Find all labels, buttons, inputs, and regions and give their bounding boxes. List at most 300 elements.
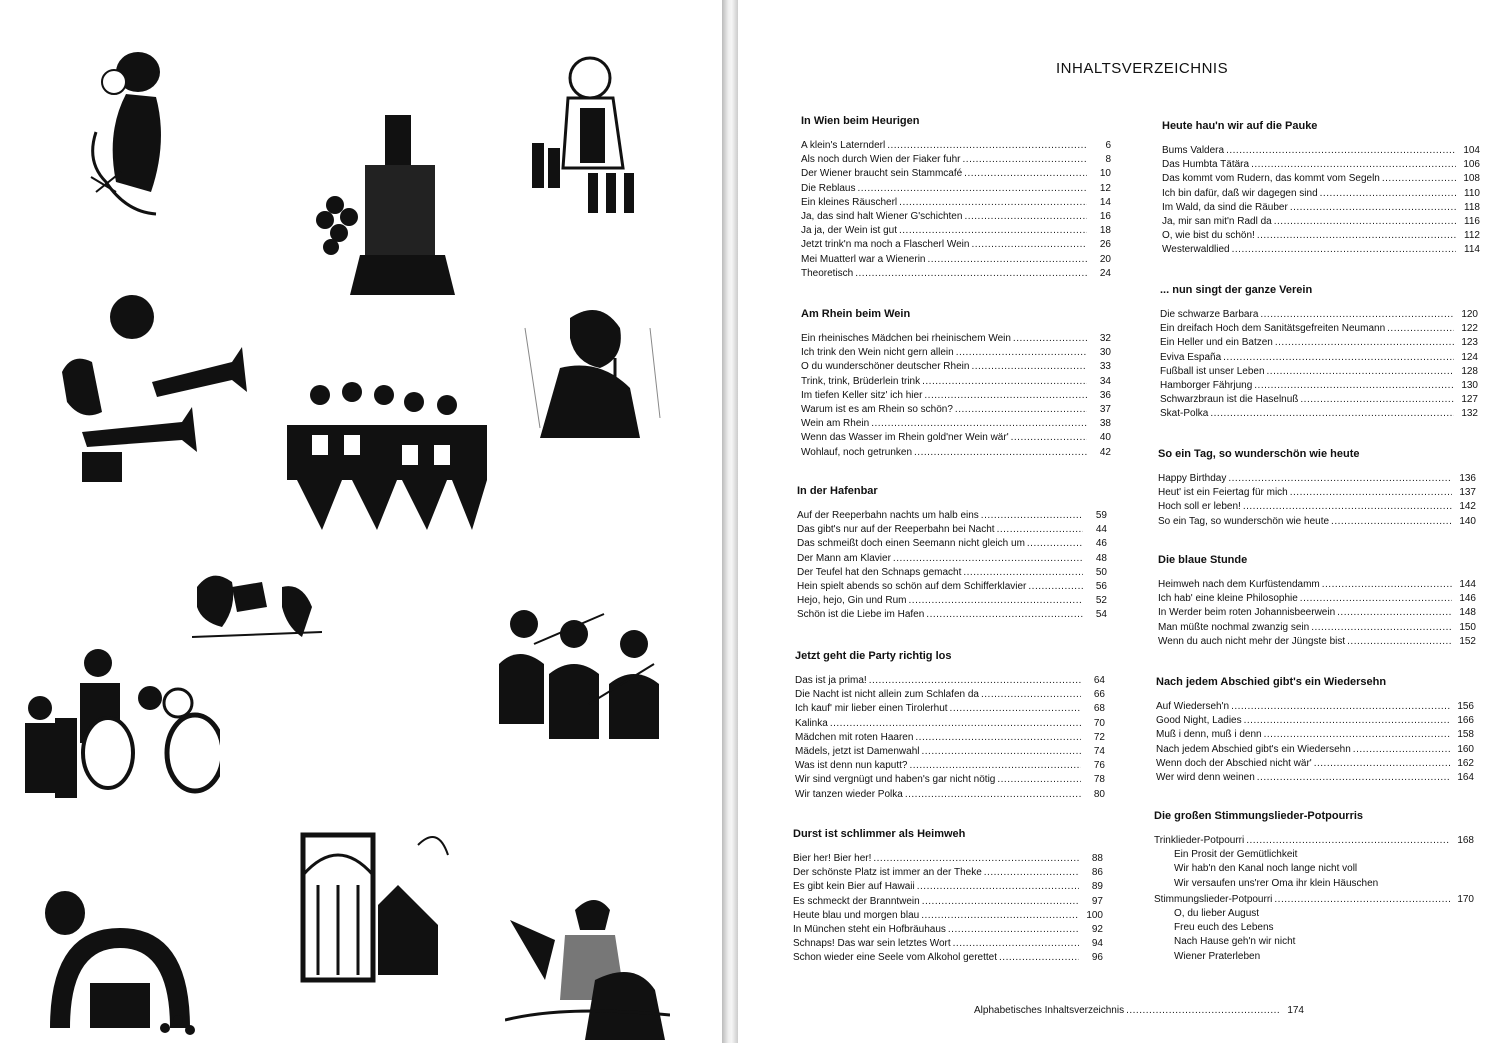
leader-dots — [909, 594, 1083, 608]
entry-title: Der Teufel hat den Schnaps gemacht — [797, 566, 962, 578]
entry-page-number: 110 — [1464, 187, 1480, 199]
leader-dots — [1254, 379, 1454, 393]
entry-title: Ja, mir san mit'n Radl da — [1162, 216, 1272, 228]
section-heading: Heute hau'n wir auf die Pauke — [1162, 120, 1318, 132]
leader-dots — [1290, 486, 1452, 500]
entry-title: Hoch soll er leben! — [1158, 501, 1241, 513]
entry-page-number: 160 — [1457, 743, 1474, 755]
entry-title: Warum ist es am Rhein so schön? — [801, 404, 953, 416]
footer-page: 174 — [1287, 1005, 1304, 1016]
toc-entry — [1158, 592, 1476, 606]
entry-title: Der Wiener braucht sein Stammcafé — [801, 168, 963, 180]
entry-page-number: 92 — [1091, 924, 1103, 936]
entry-title: A klein's Laternderl — [801, 140, 886, 151]
choir-singers-illustration — [282, 380, 497, 540]
leader-dots — [893, 552, 1083, 566]
toc-entry — [1162, 229, 1480, 243]
entry-title: Hein spielt abends so schön auf dem Schifferklavier — [797, 581, 1027, 593]
toc-entry — [801, 389, 1111, 403]
toc-entry — [795, 731, 1105, 745]
entry-page-number: 8 — [1105, 154, 1111, 166]
toc-entry — [1156, 700, 1474, 714]
entry-page-number: 88 — [1091, 853, 1103, 864]
toc-entry — [801, 253, 1111, 267]
entry-page-number: 100 — [1086, 909, 1103, 921]
toc-section — [801, 308, 1111, 460]
toc-entry — [1156, 771, 1474, 785]
entry-title: O, wie bist du schön! — [1162, 230, 1255, 242]
entry-title: Ein kleines Räuscherl — [801, 196, 898, 208]
leader-dots — [855, 267, 1087, 281]
entry-page-number: 64 — [1093, 675, 1105, 686]
leader-dots — [971, 360, 1087, 374]
toc-entry — [1158, 621, 1476, 635]
toc-section — [795, 650, 1105, 802]
leader-dots — [956, 346, 1087, 360]
entry-title: Heut' ist ein Feiertag für mich — [1158, 487, 1288, 499]
sailors-boat-illustration — [505, 890, 670, 1040]
entry-page-number: 164 — [1457, 772, 1474, 784]
entry-page-number: 123 — [1461, 337, 1478, 349]
section-heading: Nach jedem Abschied gibt's ein Wiedersehn — [1156, 676, 1387, 688]
entry-title: Bier her! Bier her! — [793, 853, 872, 864]
toc-entry — [801, 403, 1111, 417]
entry-title: Wir sind vergnügt und haben's gar nicht nötig — [795, 774, 996, 786]
entry-title: Ja, das sind halt Wiener G'schichten — [801, 211, 963, 223]
entry-title: Als noch durch Wien der Fiaker fuhr — [801, 154, 961, 166]
entry-title: Muß i denn, muß i denn — [1156, 729, 1262, 741]
left-page-illustrations — [0, 0, 722, 1043]
entry-page-number: 112 — [1464, 230, 1480, 242]
toc-entry — [1156, 757, 1474, 771]
entry-title: Fußball ist unser Leben — [1160, 365, 1265, 377]
leader-dots — [963, 566, 1083, 580]
leader-dots — [1264, 728, 1450, 742]
entry-title: Heute blau und morgen blau — [793, 909, 920, 921]
toc-entry — [1160, 393, 1478, 407]
entry-page-number: 30 — [1099, 347, 1111, 359]
entry-page-number: 16 — [1099, 211, 1111, 223]
leader-dots — [1013, 332, 1087, 346]
toc-entry — [1160, 379, 1478, 393]
leader-dots — [984, 866, 1079, 880]
entry-title: Das Humbta Tätära — [1162, 159, 1250, 171]
entry-page-number: 146 — [1459, 593, 1476, 605]
entry-page-number: 78 — [1093, 774, 1105, 786]
leader-dots — [1257, 771, 1450, 785]
entry-page-number: 127 — [1461, 394, 1478, 406]
entry-page-number: 24 — [1099, 267, 1111, 279]
toc-entry — [1158, 635, 1476, 649]
entry-page-number: 54 — [1095, 609, 1107, 621]
toc-entry — [1160, 322, 1478, 336]
toc-entry — [797, 580, 1107, 594]
toc-entry — [1158, 578, 1476, 592]
entry-title: Hamborger Fährjung — [1160, 380, 1253, 392]
toc-entry — [793, 923, 1103, 937]
leader-dots — [997, 773, 1081, 787]
section-heading: In der Hafenbar — [797, 485, 878, 497]
leader-dots — [922, 745, 1082, 759]
entry-title: Die schwarze Barbara — [1160, 309, 1259, 320]
toc-entry — [1160, 336, 1478, 350]
marching-band-illustration — [10, 638, 220, 813]
leader-dots — [1027, 537, 1083, 551]
entry-title: Hejo, hejo, Gin und Rum — [797, 595, 907, 607]
leader-dots — [1011, 431, 1087, 445]
entry-page-number: 42 — [1099, 446, 1111, 458]
entry-page-number: 56 — [1095, 581, 1107, 593]
entry-page-number: 14 — [1099, 196, 1111, 208]
leader-dots — [926, 608, 1083, 622]
leader-dots — [1231, 700, 1450, 714]
entry-title: Im tiefen Keller sitz' ich hier — [801, 389, 923, 401]
toc-entry — [801, 167, 1111, 181]
entry-page-number: 44 — [1095, 524, 1107, 536]
toc-entry — [1158, 515, 1476, 529]
toc-entry — [1158, 500, 1476, 514]
toc-entry — [801, 224, 1111, 238]
toc-entry — [797, 566, 1107, 580]
leader-dots — [915, 731, 1081, 745]
toc-entry — [801, 238, 1111, 252]
entry-title: Stimmungslieder-Potpourri — [1154, 893, 1273, 905]
toc-section — [1160, 284, 1478, 422]
toc-section-potpourri — [1154, 810, 1474, 964]
toc-entry — [793, 866, 1103, 880]
leader-dots — [1347, 635, 1452, 649]
section-heading: Durst ist schlimmer als Heimweh — [793, 828, 966, 840]
entry-title: Wenn das Wasser im Rhein gold'ner Wein wär' — [801, 432, 1009, 444]
leader-dots — [1232, 243, 1456, 257]
leader-dots — [1331, 515, 1452, 529]
entry-title: Happy Birthday — [1158, 473, 1227, 484]
leader-dots — [927, 253, 1087, 267]
entry-title: Man müßte nochmal zwanzig sein — [1158, 621, 1310, 633]
book-gutter — [722, 0, 738, 1043]
castle-grapes-illustration — [305, 105, 455, 300]
leader-dots — [857, 182, 1087, 196]
entry-page-number: 10 — [1099, 168, 1111, 180]
leader-dots — [1244, 714, 1450, 728]
entry-page-number: 74 — [1093, 746, 1105, 758]
leader-dots — [948, 923, 1079, 937]
leader-dots — [1267, 365, 1454, 379]
leader-dots — [1387, 322, 1454, 336]
toc-entry — [795, 773, 1105, 787]
entry-title: Mädchen mit roten Haaren — [795, 731, 914, 743]
entry-page-number: 144 — [1459, 579, 1476, 590]
entry-title: Ein rheinisches Mädchen bei rheinischem Wein — [801, 333, 1011, 344]
entry-page-number: 130 — [1461, 380, 1478, 392]
entry-page-number: 166 — [1457, 715, 1474, 727]
entry-page-number: 158 — [1457, 729, 1474, 741]
leader-dots — [899, 224, 1087, 238]
entry-title: Auf Wiederseh'n — [1156, 701, 1230, 712]
entry-title: Wohlauf, noch getrunken — [801, 446, 913, 458]
leader-dots — [871, 417, 1087, 431]
leader-dots — [873, 852, 1079, 866]
entry-page-number: 36 — [1099, 389, 1111, 401]
toc-section — [1156, 676, 1474, 785]
leader-dots — [922, 895, 1079, 909]
section-heading: Die blaue Stunde — [1158, 554, 1248, 566]
arch-building-illustration — [40, 888, 200, 1038]
entry-page-number: 136 — [1459, 473, 1476, 484]
leader-dots — [1126, 1004, 1280, 1018]
entry-page-number: 40 — [1099, 432, 1111, 444]
toc-entry — [1158, 486, 1476, 500]
entry-page-number: 108 — [1463, 173, 1480, 185]
leader-dots — [899, 196, 1087, 210]
entry-title: Wein am Rhein — [801, 418, 870, 430]
leader-dots — [1382, 172, 1456, 186]
toc-entry — [1160, 351, 1478, 365]
leader-dots — [1353, 743, 1450, 757]
entry-page-number: 96 — [1091, 952, 1103, 964]
toc-entry — [797, 523, 1107, 537]
leader-dots — [1320, 187, 1456, 201]
section-heading: ... nun singt der ganze Verein — [1160, 284, 1313, 296]
toc-entry — [801, 210, 1111, 224]
potpourri-song: Ein Prosit der Gemütlichkeit — [1174, 849, 1298, 861]
entry-page-number: 18 — [1099, 225, 1111, 237]
entry-page-number: 132 — [1461, 408, 1478, 420]
toc-entry — [797, 509, 1107, 523]
entry-page-number: 170 — [1457, 893, 1474, 905]
entry-title: Schwarzbraun ist die Haselnuß — [1160, 394, 1299, 406]
leader-dots — [1275, 336, 1454, 350]
leader-dots — [921, 909, 1079, 923]
leader-dots — [869, 674, 1081, 688]
entry-title: Es schmeckt der Branntwein — [793, 895, 920, 907]
toc-entry — [1162, 172, 1480, 186]
leader-dots — [1300, 592, 1452, 606]
entry-page-number: 34 — [1099, 375, 1111, 387]
leader-dots — [981, 509, 1083, 523]
toc-entry — [1156, 728, 1474, 742]
potpourri-song: Wiener Praterleben — [1174, 950, 1261, 962]
toc-entry — [1158, 606, 1476, 620]
entry-title: O du wunderschöner deutscher Rhein — [801, 361, 970, 373]
entry-page-number: 38 — [1099, 418, 1111, 430]
entry-title: Wir tanzen wieder Polka — [795, 788, 903, 800]
toc-entry — [797, 608, 1107, 622]
entry-title: Auf der Reeperbahn nachts um halb eins — [797, 510, 979, 521]
leader-dots — [914, 446, 1087, 460]
leader-dots — [1223, 351, 1454, 365]
leader-dots — [1274, 893, 1450, 907]
leader-dots — [964, 210, 1087, 224]
entry-title: Wer wird denn weinen — [1156, 772, 1255, 784]
entry-title: Mädels, jetzt ist Damenwahl — [795, 746, 920, 758]
entry-page-number: 20 — [1099, 253, 1111, 265]
entry-page-number: 68 — [1093, 703, 1105, 715]
leader-dots — [909, 759, 1081, 773]
entry-title: Ich trink den Wein nicht gern allein — [801, 347, 954, 359]
toc-entry — [1154, 893, 1474, 907]
entry-page-number: 137 — [1459, 487, 1476, 499]
potpourri-song: Freu euch des Lebens — [1174, 922, 1274, 934]
leader-dots — [963, 153, 1087, 167]
toc-entry — [1162, 215, 1480, 229]
entry-title: Die Reblaus — [801, 182, 856, 194]
leader-dots — [1228, 472, 1452, 486]
leader-dots — [1028, 580, 1083, 594]
leader-dots — [1322, 578, 1452, 592]
entry-page-number: 70 — [1093, 717, 1105, 729]
entry-page-number: 122 — [1461, 323, 1478, 335]
entry-title: Ja ja, der Wein ist gut — [801, 225, 897, 237]
entry-page-number: 72 — [1093, 731, 1105, 743]
leader-dots — [1246, 834, 1450, 848]
entry-title: Die Nacht ist nicht allein zum Schlafen da — [795, 689, 979, 701]
leader-dots — [1274, 215, 1456, 229]
entry-title: Trinklieder-Potpourri — [1154, 835, 1245, 846]
toc-entry — [793, 895, 1103, 909]
entry-page-number: 148 — [1459, 607, 1476, 619]
potpourri-song: Wir hab'n den Kanal noch lange nicht voll — [1174, 863, 1358, 875]
entry-title: Schön ist die Liebe im Hafen — [797, 609, 925, 621]
toc-entry — [793, 951, 1103, 965]
toc-entry — [1162, 144, 1480, 158]
leader-dots — [922, 375, 1087, 389]
toc-entry — [1162, 187, 1480, 201]
entry-title: Schnaps! Das war sein letztes Wort — [793, 938, 951, 950]
entry-page-number: 152 — [1459, 635, 1476, 647]
toc-section — [1162, 120, 1480, 258]
entry-title: Theoretisch — [801, 267, 854, 279]
leader-dots — [1311, 621, 1452, 635]
leader-dots — [1210, 407, 1454, 421]
entry-page-number: 86 — [1091, 867, 1103, 879]
entry-title: In Werder beim roten Johannisbeerwein — [1158, 607, 1336, 619]
entry-page-number: 150 — [1459, 621, 1476, 633]
potpourri-song: Nach Hause geh'n wir nicht — [1174, 936, 1296, 948]
leader-dots — [1251, 158, 1456, 172]
entry-title: Das ist ja prima! — [795, 675, 867, 686]
toc-entry — [1154, 834, 1474, 848]
entry-page-number: 97 — [1091, 895, 1103, 907]
leader-dots — [1243, 500, 1452, 514]
entry-title: Kalinka — [795, 717, 828, 729]
leader-dots — [917, 880, 1079, 894]
toc-entry — [797, 594, 1107, 608]
entry-title: Wenn du auch nicht mehr der Jüngste bist — [1158, 635, 1346, 647]
entry-page-number: 140 — [1459, 515, 1476, 527]
singer-woman-illustration — [520, 298, 670, 438]
entry-title: Was ist denn nun kaputt? — [795, 760, 908, 772]
toc-entry — [795, 788, 1105, 802]
toc-entry — [795, 717, 1105, 731]
section-heading: So ein Tag, so wunderschön wie heute — [1158, 448, 1360, 460]
toc-entry — [1156, 743, 1474, 757]
toc-entry — [1160, 308, 1478, 322]
entry-title: Schon wieder eine Seele vom Alkohol gerettet — [793, 952, 998, 964]
entry-page-number: 156 — [1457, 701, 1474, 712]
section-heading: In Wien beim Heurigen — [801, 115, 920, 127]
toc-entry — [793, 909, 1103, 923]
leader-dots — [1300, 393, 1454, 407]
entry-page-number: 52 — [1095, 595, 1107, 607]
entry-page-number: 37 — [1099, 404, 1111, 416]
page-title: INHALTSVERZEICHNIS — [1056, 60, 1229, 77]
leader-dots — [953, 937, 1079, 951]
string-musicians-illustration — [494, 604, 664, 744]
footer-title: Alphabetisches Inhaltsverzeichnis — [974, 1005, 1125, 1016]
entry-page-number: 120 — [1461, 309, 1478, 320]
toc-entry — [797, 537, 1107, 551]
toc-entry — [797, 552, 1107, 566]
entry-page-number: 66 — [1093, 689, 1105, 701]
waiter-with-bottles-illustration — [528, 48, 653, 218]
toc-section — [1158, 554, 1476, 649]
entry-title: Der Mann am Klavier — [797, 552, 891, 564]
entry-page-number: 94 — [1091, 938, 1103, 950]
toc-section — [801, 115, 1111, 281]
toc-entry — [1162, 201, 1480, 215]
toc-entry — [801, 332, 1111, 346]
entry-page-number: 142 — [1459, 501, 1476, 513]
toc-entry — [801, 139, 1111, 153]
toc-section — [1158, 448, 1476, 529]
entry-title: Das gibt's nur auf der Reeperbahn bei Nacht — [797, 524, 995, 536]
entry-page-number: 89 — [1091, 881, 1103, 893]
potpourri-song: Wir versaufen uns'rer Oma ihr klein Häuschen — [1174, 877, 1379, 889]
entry-title: Mei Muatterl war a Wienerin — [801, 253, 926, 265]
leader-dots — [830, 717, 1081, 731]
entry-title: Good Night, Ladies — [1156, 715, 1242, 727]
toc-entry — [801, 153, 1111, 167]
entry-page-number: 106 — [1463, 159, 1480, 171]
leader-dots — [971, 238, 1087, 252]
entry-title: Es gibt kein Bier auf Hawaii — [793, 881, 915, 893]
entry-page-number: 116 — [1464, 216, 1480, 228]
entry-page-number: 59 — [1095, 510, 1107, 521]
entry-title: Westerwaldlied — [1162, 244, 1230, 256]
entry-page-number: 26 — [1099, 239, 1111, 251]
leader-dots — [981, 688, 1081, 702]
toc-entry — [801, 267, 1111, 281]
entry-title: Das kommt vom Rudern, das kommt vom Segeln — [1162, 173, 1380, 185]
section-heading: Jetzt geht die Party richtig los — [795, 650, 952, 662]
leader-dots — [1226, 144, 1456, 158]
toc-entry — [793, 880, 1103, 894]
toc-entry — [1162, 243, 1480, 257]
toc-entry — [801, 360, 1111, 374]
entry-title: So ein Tag, so wunderschön wie heute — [1158, 515, 1330, 527]
toc-entry — [801, 375, 1111, 389]
entry-title: Eviva España — [1160, 351, 1222, 363]
leader-dots — [999, 951, 1079, 965]
entry-title: Wenn doch der Abschied nicht wär' — [1156, 757, 1312, 769]
iron-gate-illustration — [298, 825, 460, 985]
leader-dots — [950, 702, 1081, 716]
toc-entry — [1162, 158, 1480, 172]
entry-page-number: 33 — [1099, 361, 1111, 373]
entry-page-number: 124 — [1461, 351, 1478, 363]
entry-title: Nach jedem Abschied gibt's ein Wiedersehn — [1156, 743, 1351, 755]
toc-entry — [793, 852, 1103, 866]
entry-title: Ein Heller und ein Batzen — [1160, 337, 1273, 349]
entry-title: Das schmeißt doch einen Seemann nicht gleich um — [797, 538, 1025, 550]
toc-entry — [801, 417, 1111, 431]
entry-title: Skat-Polka — [1160, 408, 1209, 420]
section-heading: Die großen Stimmungslieder-Potpourris — [1154, 810, 1364, 822]
entry-page-number: 118 — [1464, 201, 1480, 213]
entry-title: Der schönste Platz ist immer an der Theke — [793, 867, 982, 879]
entry-title: Ein dreifach Hoch dem Sanitätsgefreiten Neumann — [1160, 323, 1386, 335]
